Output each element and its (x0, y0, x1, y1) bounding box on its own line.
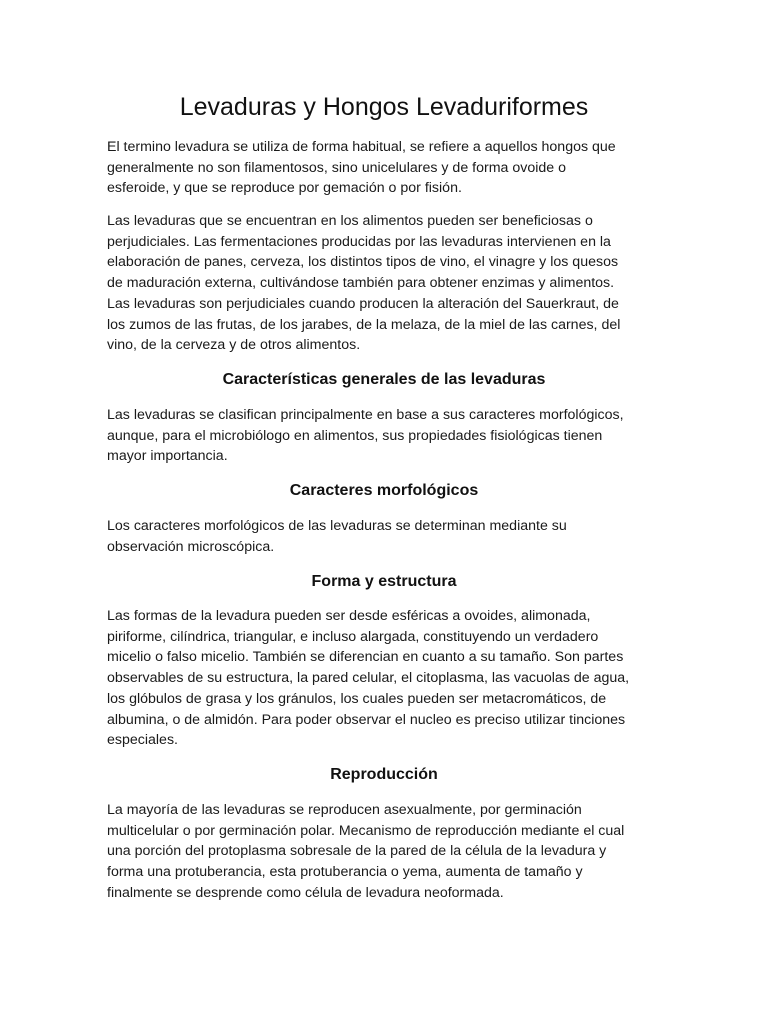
paragraph-line: observables de su estructura, la pared celular, el citoplasma, las vacuolas de agua, (107, 670, 630, 687)
paragraph-line: Los caracteres morfológicos de las levaduras se determinan mediante su (107, 518, 567, 534)
intro-paragraph (107, 137, 672, 199)
paragraph-line: los glóbulos de grasa y los gránulos, los cuales pueden ser metacromáticos, de (107, 690, 607, 707)
paragraph-line: una porción del protoplasma sobresale de la pared de la célula de la levadura y (107, 843, 607, 860)
morphology-paragraph (107, 516, 672, 557)
paragraph-line: piriforme, cilíndrica, triangular, e incluso alargada, constituyendo un verdadero (107, 628, 599, 645)
paragraph-line: vino, de la cerveza y de otros alimentos. (107, 337, 361, 354)
paragraph-line: La mayoría de las levaduras se reproducen asexualmente, por germinación (107, 802, 582, 818)
paragraph-line: los zumos de las frutas, de los jarabes, de la melaza, de la miel de las carnes, del (107, 316, 621, 333)
paragraph-line: Las levaduras son perjudiciales cuando producen la alteración del Sauerkraut, de (107, 295, 619, 312)
paragraph-line: finalmente se desprende como célula de levadura neoformada. (107, 884, 504, 901)
paragraph-line: Las levaduras se clasifican principalmente en base a sus caracteres morfológicos, (107, 407, 624, 423)
shape-paragraph (107, 606, 672, 751)
paragraph-line: elaboración de panes, cerveza, los distintos tipos de vino, el vinagre y los quesos (107, 254, 619, 271)
paragraph-line: multicelular o por germinación polar. Mecanismo de reproducción mediante el cual (107, 822, 625, 839)
paragraph-line: micelio o falso micelio. También se diferencian en cuanto a su tamaño. Son partes (107, 649, 624, 666)
paragraph-line: especiales. (107, 732, 178, 749)
section-heading-reproduction: Reproducción (330, 766, 438, 783)
section-heading-morphology: Caracteres morfológicos (289, 482, 479, 499)
paragraph-line: generalmente no son filamentosos, sino unicelulares y de forma ovoide o (107, 159, 566, 176)
document-title: Levaduras y Hongos Levaduriformes (179, 93, 589, 121)
foods-paragraph (107, 211, 672, 356)
section-heading-shape: Forma y estructura (311, 573, 457, 590)
paragraph-line: de maduración externa, cultivándose también para obtener enzimas y alimentos. (107, 275, 615, 292)
paragraph-line: mayor importancia. (107, 448, 228, 465)
paragraph-line: aunque, para el microbiólogo en alimentos, sus propiedades fisiológicas tienen (107, 427, 603, 444)
paragraph-line: observación microscópica. (107, 538, 275, 555)
paragraph-line: albumina, o de almidón. Para poder observar el nucleo es preciso utilizar tinciones (107, 711, 626, 728)
paragraph-line: perjudiciales. Las fermentaciones producidas por las levaduras intervienen en la (107, 233, 611, 250)
paragraph-line: forma una protuberancia, esta protuberancia o yema, aumenta de tamaño y (107, 864, 583, 881)
paragraph-line: El termino levadura se utiliza de forma habitual, se refiere a aquellos hongos que (107, 139, 616, 155)
section-heading-general: Características generales de las levaduras (222, 371, 546, 388)
paragraph-line: Las levaduras que se encuentran en los alimentos pueden ser beneficiosas o (107, 213, 593, 229)
paragraph-line: esferoide, y que se reproduce por gemación o por fisión. (107, 180, 462, 197)
paragraph-line: Las formas de la levadura pueden ser desde esféricas a ovoides, alimonada, (107, 608, 591, 624)
reproduction-paragraph (107, 800, 672, 904)
general-paragraph (107, 405, 672, 467)
